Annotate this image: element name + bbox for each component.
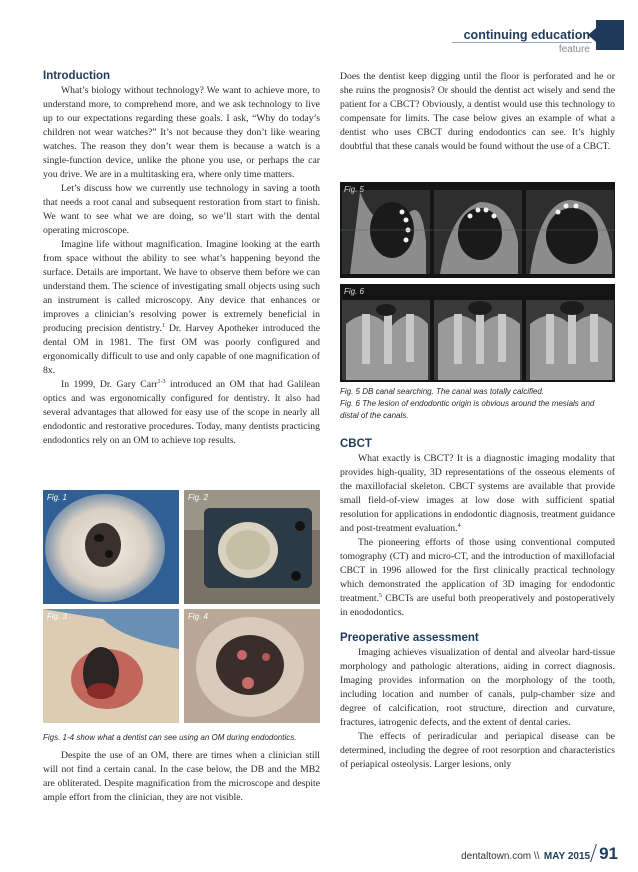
cbct-paragraph-2: The pioneering efforts of those using conventional computed tomography (CT) and micro-CT, and the introduction of maxillofacial CBCT in 1996 allowed for the first clinically practical technology which demonstrated the application of 3D imaging for endodontic treatment.$^5$ CBCTs are useful both preoperatively and postoperatively in enododontics. xyxy=(340,537,615,618)
fig-6-label: Fig. 6 xyxy=(344,287,365,296)
fig-6-caption: Fig. 6 The lesion of endodontic origin is obvious around the mesials and distal of the canals. xyxy=(340,399,595,420)
footnote-ref: 5 xyxy=(379,592,383,599)
intro-paragraph-4: In 1999, Dr. Gary Carr$^{1-3}$ introduced an OM that had Galilean optics and was ergonomically configured for dentistry. It also had several advantages that allowed for easy use of the scope in nearly all endodontic and restorative procedures. Today, many dentists practicing endodontics rely on an OM to achieve top results. xyxy=(43,378,320,446)
fig-6-cbct-panel xyxy=(340,284,615,382)
header-divider xyxy=(452,42,592,43)
fig-2-photo xyxy=(184,490,320,604)
header-tab-marker xyxy=(596,20,624,50)
microscope-photo-grid xyxy=(43,490,320,728)
fig-4-label: Fig. 4 xyxy=(188,612,209,621)
footer-site: dentaltown.com \\ xyxy=(461,851,540,862)
fig-3-label: Fig. 3 xyxy=(47,612,68,621)
left-column xyxy=(43,70,320,448)
right-paragraph-1: Does the dentist keep digging until the floor is perforated and he or she ruins the prognosis? Or should the dentist act wisely and send the patient for a CBCT? Obviously, a dentist would use this technology to compensate for limits. The case below gives an example of what a dentist who uses CBCT during endodontics can see. It’s highly doubtful that these canals would be found without the use of a CBCT. xyxy=(340,71,615,152)
figs-5-6-caption xyxy=(340,386,615,422)
fig-3-photo xyxy=(43,609,179,723)
fig-5-caption: Fig. 5 DB canal searching. The canal was totally calcified. xyxy=(340,387,545,396)
fig-1-photo xyxy=(43,490,179,604)
section-subtitle: feature xyxy=(558,44,590,55)
intro-paragraph-2: Let’s discuss how we currently use technology in saving a tooth that needs a root canal and subsequent restoration from start to finish. We want to see what we are doing, so we’ll start with the dental operating microscope. xyxy=(43,183,320,236)
preoperative-heading: Preoperative assessment xyxy=(340,632,479,644)
footnote-ref: 1 xyxy=(161,322,165,329)
cbct-paragraph-1: What exactly is CBCT? It is a diagnostic imaging modality that provides high-quality, 3D representations of the osseous elements of the maxillofacial skeleton. CBCT systems are available that provide small field-of-view images at low dose with sufficient spatial resolution for applications in endodontic diagnosis, treatment guidance and post-treatment evaluation.$^4$ xyxy=(340,453,615,534)
left-column-tail xyxy=(43,749,320,805)
right-column-top xyxy=(340,70,615,154)
fig-2-label: Fig. 2 xyxy=(188,493,209,502)
page-number: 91 xyxy=(599,844,618,863)
cbct-heading: CBCT xyxy=(340,438,372,450)
fig-5-label: Fig. 5 xyxy=(344,185,365,194)
fig-4-photo xyxy=(184,609,320,723)
figs-1-4-caption: Figs. 1-4 show what a dentist can see using an OM during endodontics. xyxy=(43,733,297,742)
footer-issue-date: MAY 2015 xyxy=(543,851,591,862)
intro-paragraph-1: What’s biology without technology? We want to achieve more, to understand more, to comprehend more, and we ask technology to live up to our expectations regarding these goals. I ask, “Why do today’s children not wear watches?” It’s not because they don’t like wearing watches. The reason they don’t wear them is because a watch is a single-function device, unlike the phone you use, or perhaps the car you drive. We are in a multitasking era, where only time matters. xyxy=(43,85,320,180)
intro-paragraph-5: Despite the use of an OM, there are times when a clinician still will not find a certain canal. In the case below, the DB and the MB2 are obliterated. Despite magnification from the microscope and despite ample effort from the clinician, they are not visible. xyxy=(43,750,320,803)
fig-5-cbct-panel xyxy=(340,182,615,278)
fig-1-label: Fig. 1 xyxy=(47,493,68,502)
preop-paragraph-2: The effects of periradicular and periapical disease can be determined, including the degree of root resorption and characteristics of periapical osteolysis. Larger lesions, only xyxy=(340,731,615,770)
introduction-heading: Introduction xyxy=(43,70,111,82)
preop-paragraph-1: Imaging achieves visualization of dental and alveolar hard-tissue morphology and pathologic alterations, aiding in correct diagnosis. Imaging provides information on the morphology of the tooth, including location and number of canals, pulp-chamber size and degree of calcification, root structure, direction and curvature, fractures, iatrogenic defects, and the extent of dental caries. xyxy=(340,647,615,728)
section-title: continuing education xyxy=(463,28,590,42)
section-header xyxy=(338,20,638,56)
footer-divider xyxy=(590,844,597,862)
intro-paragraph-3: Imagine life without magnification. Imagine looking at the earth from space without the ability to see what’s happening beyond the surface. Details are important. We have to observe them before we can understand them. The science of investigating small objects using such an instrument is called microscopy. Any device that enhances or improves a clinician’s resolving power is extremely beneficial in producing precision dentistry.$^1$ Dr. Harvey Apotheker introduced the dental OM in 1981. The first OM was poorly configured and ergonomically difficult to use and only capable of one magnification of 8x. xyxy=(43,239,321,376)
footnote-ref: 4 xyxy=(457,522,461,529)
page-footer xyxy=(461,844,618,864)
footnote-ref: 1-3 xyxy=(157,378,166,385)
right-column-bottom xyxy=(340,438,615,772)
